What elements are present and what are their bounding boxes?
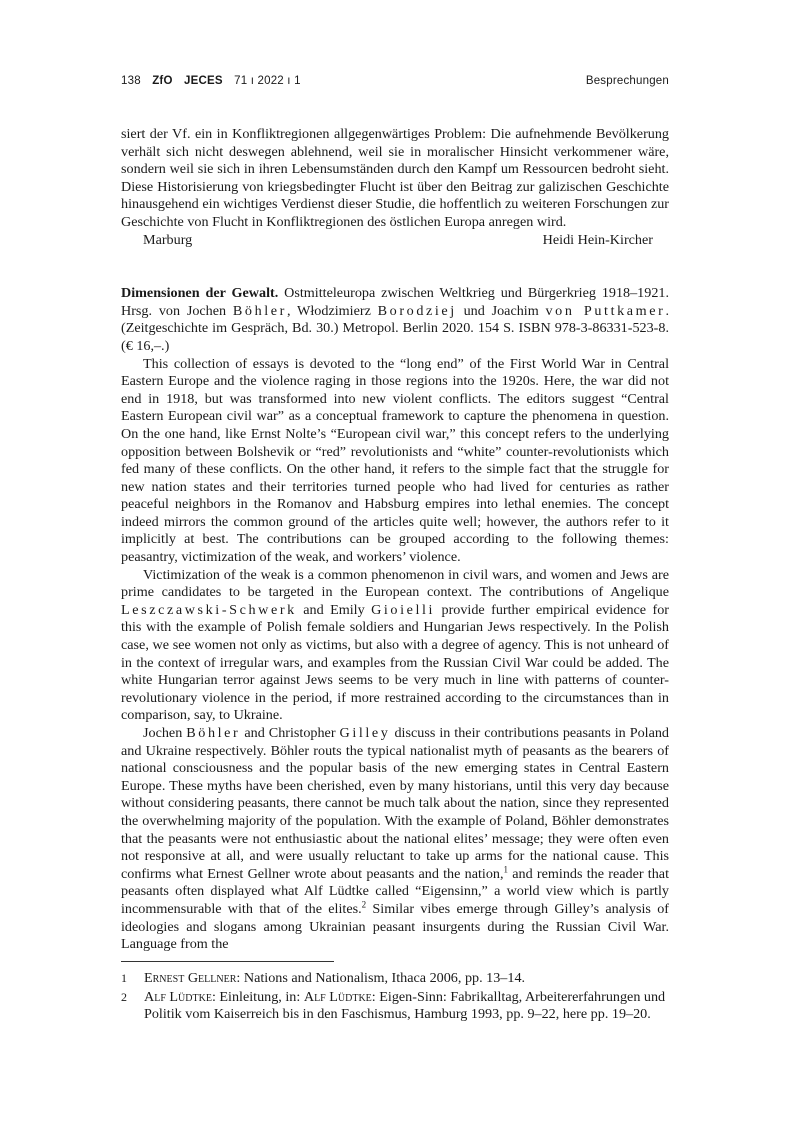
editor-name: von Puttkamer [545, 302, 666, 319]
page-body [121, 126, 669, 954]
author-name: Leszczawski-Schwerk [121, 601, 297, 618]
review-paragraph-2: Victimization of the weak is a common phenomenon in civil wars, and women and Jews are prime candidates to be targeted in the European context. The contributions of Angelique Leszczawski-Schwerk and Emily Gioielli provide further empirical evidence for this with the example of Polish female soldiers and Hungarian Jews respectively. In the Polish case, we see women not only as victims, but also with a degree of agency. This is not unheard of in the context of irregular wars, and examples from the Russian Civil War could be added. The white Hungarian terror against Jews seems to be very much in line with patterns of counter-revolutionary violence in the period, if more restrained according to the circumstances than in comparison, say, to Ukraine. [121, 566, 669, 724]
journal-subtitle: JECES [184, 75, 223, 87]
footnote-number: 1 [121, 971, 127, 985]
previous-review-signature [121, 232, 669, 250]
footnote-author: Alf Lüdtke [303, 988, 372, 1005]
header-left [121, 75, 309, 87]
book-title: Dimensionen der Gewalt. [121, 285, 279, 302]
section-title: Besprechungen [585, 75, 669, 87]
footnote-ref-2[interactable]: 2 [361, 899, 367, 910]
editor-name: Borodziej [377, 302, 457, 319]
reviewer-name: Heidi Hein-Kircher [542, 231, 653, 248]
author-name: Gilley [339, 725, 391, 741]
footnote-1: 1 Ernest Gellner: Nations and Nationalism, Ithaca 2006, pp. 13–14. [121, 970, 526, 986]
footnote-number: 2 [121, 989, 127, 1004]
review-bibliography: Dimensionen der Gewalt. Ostmitteleuropa zwischen Weltkrieg und Bürgerkrieg 1918–1921. Hrsg. von Jochen Böhler, Włodzimierz Borodziej und Joachim von Puttkamer. (Zeitgeschichte im Gespräch, Bd. 30.) Metropol. Berlin 2020. 154 S. ISBN 978-3-86331-523-8. (€ 16,–.) [121, 285, 669, 354]
footnotes [121, 970, 669, 1025]
running-header [121, 75, 669, 87]
previous-review-text: siert der Vf. ein in Konfliktregionen allgegenwärtiges Problem: Die aufnehmende Bevölkerung verhält sich nicht deswegen ablehnend, weil sie in moralischer Hinsicht verkommener wäre, sondern weil sie sich in ihren Lebensumständen durch den Kampf um Ressourcen bedroht sieht. Diese Historisierung von kriegsbedingter Flucht ist über den Beitrag zur galizischen Geschichte hinausgehend ein wichtiges Verdienst dieser Studie, die hoffentlich zu weiteren Forschungen zur Geschichte von Flucht in Konfliktregionen des östlichen Europa anregen wird. [121, 126, 669, 230]
editor-name: Böhler [232, 302, 287, 319]
reviewer-place: Marburg [143, 231, 193, 248]
journal-name: ZfO [152, 75, 173, 87]
footnote-divider [121, 961, 334, 962]
review-paragraph-3: Jochen Böhler and Christopher Gilley discuss in their contributions peasants in Poland and Ukraine respectively. Böhler routs the typical nationalist myth of peasants as the bearers of national consciousness and the popular basis of the new emerging states in Central Eastern Europe. These myths have been cherished, even by many historians, until this very day because without considering peasants, there cannot be much talk about the nation, since they represented the overwhelming majority of the population. With the example of Poland, Böhler demonstrates that the peasants were not enthusiastic about the national elites’ message; they were often even not responsive at all, and were usually reluctant to take up arms for the national cause. This confirms what Ernest Gellner wrote about peasants and the nation,$^1$ and reminds the reader that peasants often displayed what Alf Lüdtke called “Eigensinn,” a world view which is partly incommensurable with that of the elites.$^2$ Similar vibes emerge through Gilley’s analysis of ideologies and slogans among Ukrainian peasant insurgents during the Russian Civil War. Language from the [121, 725, 669, 953]
author-name: Böhler [186, 725, 241, 741]
footnote-author: Alf Lüdtke [144, 988, 212, 1005]
page-number: 138 [121, 75, 141, 87]
journal-volume: 71 ı 2022 ı 1 [234, 75, 301, 87]
review-paragraph-1: This collection of essays is devoted to the “long end” of the First World War in Central Eastern Europe and the violence raging in those regions into the 1920s. Here, the war did not end in 1918, but was transformed into new violent conflicts. The editors suggest “Central Eastern European civil war” as a conceptual framework to capture the phenomena in question. On the one hand, like Ernst Nolte’s “European civil war,” this concept refers to the underlying opposition between Bolshevik or “red” revolutionists and “white” counter-revolutionists which fed many of these conflicts. On the other hand, it refers to the simple fact that the struggle for new nation states and their territories turned people who had lived for centuries as rather peaceful neighbors in the Romanov and Habsburg empires into lethal enemies. The concept indeed mirrors the common ground of the articles quite well; however, the authors refer to it implicitly at best. The contributions can be grouped according to the following themes: peasantry, victimization of the weak, and workers’ violence. [121, 355, 669, 566]
footnote-2: 2 Alf Lüdtke: Einleitung, in: Alf Lüdtke: Eigen-Sinn: Fabrikalltag, Arbeitererfahrungen und Politik vom Kaiserreich bis in den Faschismus, Hamburg 1993, pp. 9–22, here pp. 19–20. [121, 988, 666, 1023]
footnote-author: Ernest Gellner [144, 970, 237, 986]
author-name: Gioielli [371, 601, 436, 618]
footnote-ref-1[interactable]: 1 [503, 864, 509, 875]
